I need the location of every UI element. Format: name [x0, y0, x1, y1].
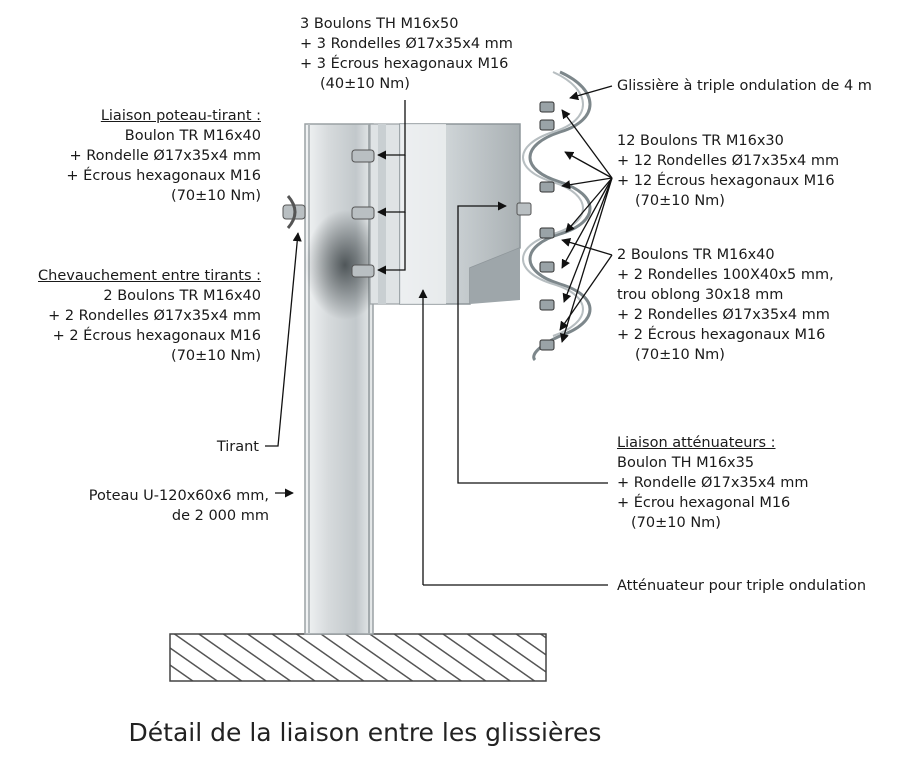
attenuator-link-label: [617, 433, 809, 533]
bolts2-line2: + 2 Rondelles 100X40x5 mm,: [617, 267, 834, 283]
post-line2: de 2 000 mm: [171, 508, 269, 524]
overlap-line4: (70±10 Nm): [171, 348, 261, 364]
bolts2-line6: (70±10 Nm): [635, 347, 725, 363]
overlap-label: [38, 266, 261, 366]
ground-block: [170, 634, 546, 681]
bolts12-line2: + 12 Rondelles Ø17x35x4 mm: [617, 153, 840, 169]
overlap-line1: 2 Boulons TR M16x40: [103, 288, 261, 304]
attenuator-link-title: Liaison atténuateurs :: [617, 435, 776, 451]
attenuator-label: Atténuateur pour triple ondulation: [617, 578, 867, 594]
attenuator-link-line1: Boulon TH M16x35: [617, 455, 755, 471]
attenuator-link-line2: + Rondelle Ø17x35x4 mm: [617, 475, 809, 491]
post-tie-title: Liaison poteau-tirant :: [100, 108, 261, 124]
rail-label: Glissière à triple ondulation de 4 m: [617, 78, 872, 94]
post-line1: Poteau U-120x60x6 mm,: [88, 488, 269, 504]
attenuator-link-line3: + Écrou hexagonal M16: [617, 495, 791, 511]
attenuator-link-line4: (70±10 Nm): [631, 515, 721, 531]
post-tie-line3: + Écrous hexagonaux M16: [66, 168, 261, 184]
attenuator-plate: [400, 124, 520, 304]
bolts12-label: [617, 131, 839, 211]
bolts2-line4: + 2 Rondelles Ø17x35x4 mm: [617, 307, 830, 323]
overlap-line3: + 2 Écrous hexagonaux M16: [52, 328, 261, 344]
post-tie-line2: + Rondelle Ø17x35x4 mm: [69, 148, 261, 164]
bolts2-line1: 2 Boulons TR M16x40: [617, 247, 775, 263]
overlap-line2: + 2 Rondelles Ø17x35x4 mm: [48, 308, 261, 324]
bolts12-line1: 12 Boulons TR M16x30: [617, 133, 784, 149]
post-tie-bolt: [283, 196, 305, 228]
overlap-title: Chevauchement entre tirants :: [38, 268, 261, 284]
diagram-caption: Détail de la liaison entre les glissières: [128, 718, 602, 747]
top-bolts-line4: (40±10 Nm): [320, 76, 410, 92]
bolts12-line4: (70±10 Nm): [635, 193, 725, 209]
post-tie-line4: (70±10 Nm): [171, 188, 261, 204]
post-tie-line1: Boulon TR M16x40: [124, 128, 261, 144]
top-bolts-line3: + 3 Écrous hexagonaux M16: [300, 56, 509, 72]
bolts12-line3: + 12 Écrous hexagonaux M16: [617, 173, 835, 189]
post-label: [89, 486, 269, 526]
bolts2-label: [617, 245, 834, 365]
top-bolts-line2: + 3 Rondelles Ø17x35x4 mm: [300, 36, 513, 52]
post-tie-label: [66, 106, 261, 206]
top-bolts-line1: 3 Boulons TH M16x50: [300, 16, 459, 32]
attenuator-bolt: [517, 203, 531, 215]
bolts2-line5: + 2 Écrous hexagonaux M16: [617, 327, 826, 343]
tirant-label: Tirant: [216, 439, 259, 455]
top-bolts-label: [300, 14, 513, 94]
bolts2-line3: trou oblong 30x18 mm: [617, 287, 784, 303]
